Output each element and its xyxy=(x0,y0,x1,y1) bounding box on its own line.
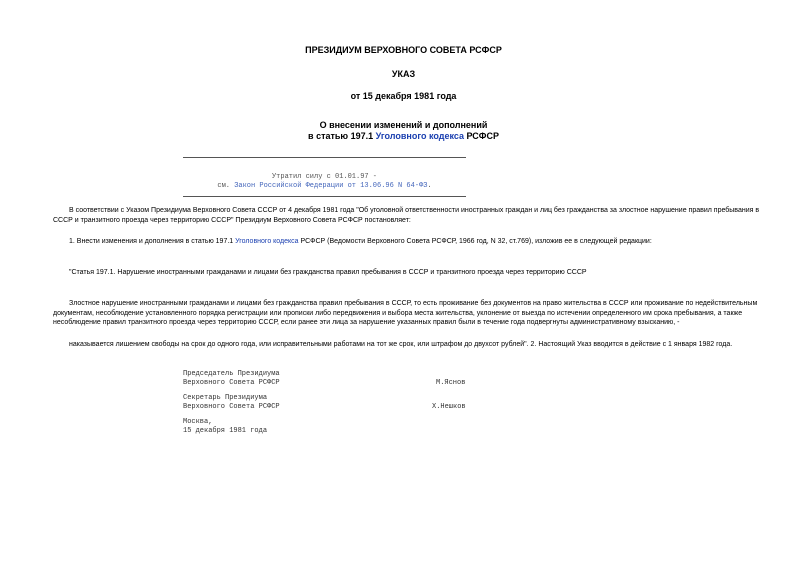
chair-title-line2: Верховного Совета РСФСР xyxy=(183,379,280,387)
article-sanction: наказывается лишением свободы на срок до одного года, или исправительными работами на тот же срок, или штрафом до двухсот рублей". 2. Настоящий Указ вводится в действие с 1 января 1982 года. xyxy=(69,341,733,348)
bottom-divider xyxy=(183,196,466,197)
secretary-title-line1: Секретарь Президиума xyxy=(183,394,268,402)
signing-date: 15 декабря 1981 года xyxy=(183,427,268,435)
top-divider xyxy=(183,157,466,158)
paragraph-1-post: РСФСР (Ведомости Верховного Совета РСФСР, 1966 год, N 32, ст.769), изложив ее в следующей редакции: xyxy=(298,238,652,245)
document-date: от 15 декабря 1981 года xyxy=(350,91,457,101)
article-title: "Статья 197.1. Нарушение иностранными гражданами и лицами без гражданства правил пребывания в СССР и транзитного проезда через территорию СССР xyxy=(69,269,587,276)
paragraph-1 xyxy=(53,237,773,247)
secretary-title-line2: Верховного Совета РСФСР xyxy=(183,403,280,411)
signing-place: Москва, xyxy=(183,418,213,426)
federal-law-link[interactable]: Закон Российской Федерации от 13.06.96 N 64-ФЗ xyxy=(234,182,428,190)
criminal-code-link-2[interactable]: Уголовного кодекса xyxy=(235,238,299,245)
repeal-notice xyxy=(183,173,466,191)
repeal-notice-line2 xyxy=(183,182,466,191)
document-type: УКАЗ xyxy=(391,69,416,79)
repeal-notice-pre: см. xyxy=(217,182,235,190)
document-title-line1: О внесении изменений и дополнений xyxy=(319,120,488,130)
article-body: Злостное нарушение иностранными гражданами и лицами без гражданства правил пребывания в СССР, то есть проживание без документов на право жительства в СССР или проживание по недействительным документам, несоблюдение установленного порядка регистрации или прописки либо передвижения и выбора места жительства, уклонение от выезда по истечении определенного им срока пребывания, а также несоблюдение правил транзитного проезда через территорию СССР, если ранее эти лица за нарушение указанных правил были в течение года подвергнуты административному взысканию, - xyxy=(53,300,758,326)
repeal-notice-post: . xyxy=(427,182,432,190)
document-title-line2 xyxy=(0,131,807,142)
chair-name: М.Яснов xyxy=(436,379,466,387)
chair-title-line1: Председатель Президиума xyxy=(183,370,280,378)
repeal-notice-line1: Утратил силу с 01.01.97 - xyxy=(271,173,378,181)
issuer-heading: ПРЕЗИДИУМ ВЕРХОВНОГО СОВЕТА РСФСР xyxy=(305,45,502,55)
preamble-paragraph: В соответствии с Указом Президиума Верховного Совета СССР от 4 декабря 1981 года "Об уголовной ответственности иностранных граждан и лиц без гражданства за злостное нарушение правил пребывания в СССР и транзитного проезда через территорию СССР" Президиум Верховного Совета РСФСР постановляет: xyxy=(53,207,760,224)
paragraph-1-pre: 1. Внести изменения и дополнения в статью 197.1 xyxy=(69,238,236,245)
criminal-code-link[interactable]: Уголовного кодекса xyxy=(375,131,464,141)
title-text-pre: в статью 197.1 xyxy=(308,131,376,141)
secretary-name: Х.Нешков xyxy=(432,403,466,411)
title-text-post: РСФСР xyxy=(463,131,499,141)
